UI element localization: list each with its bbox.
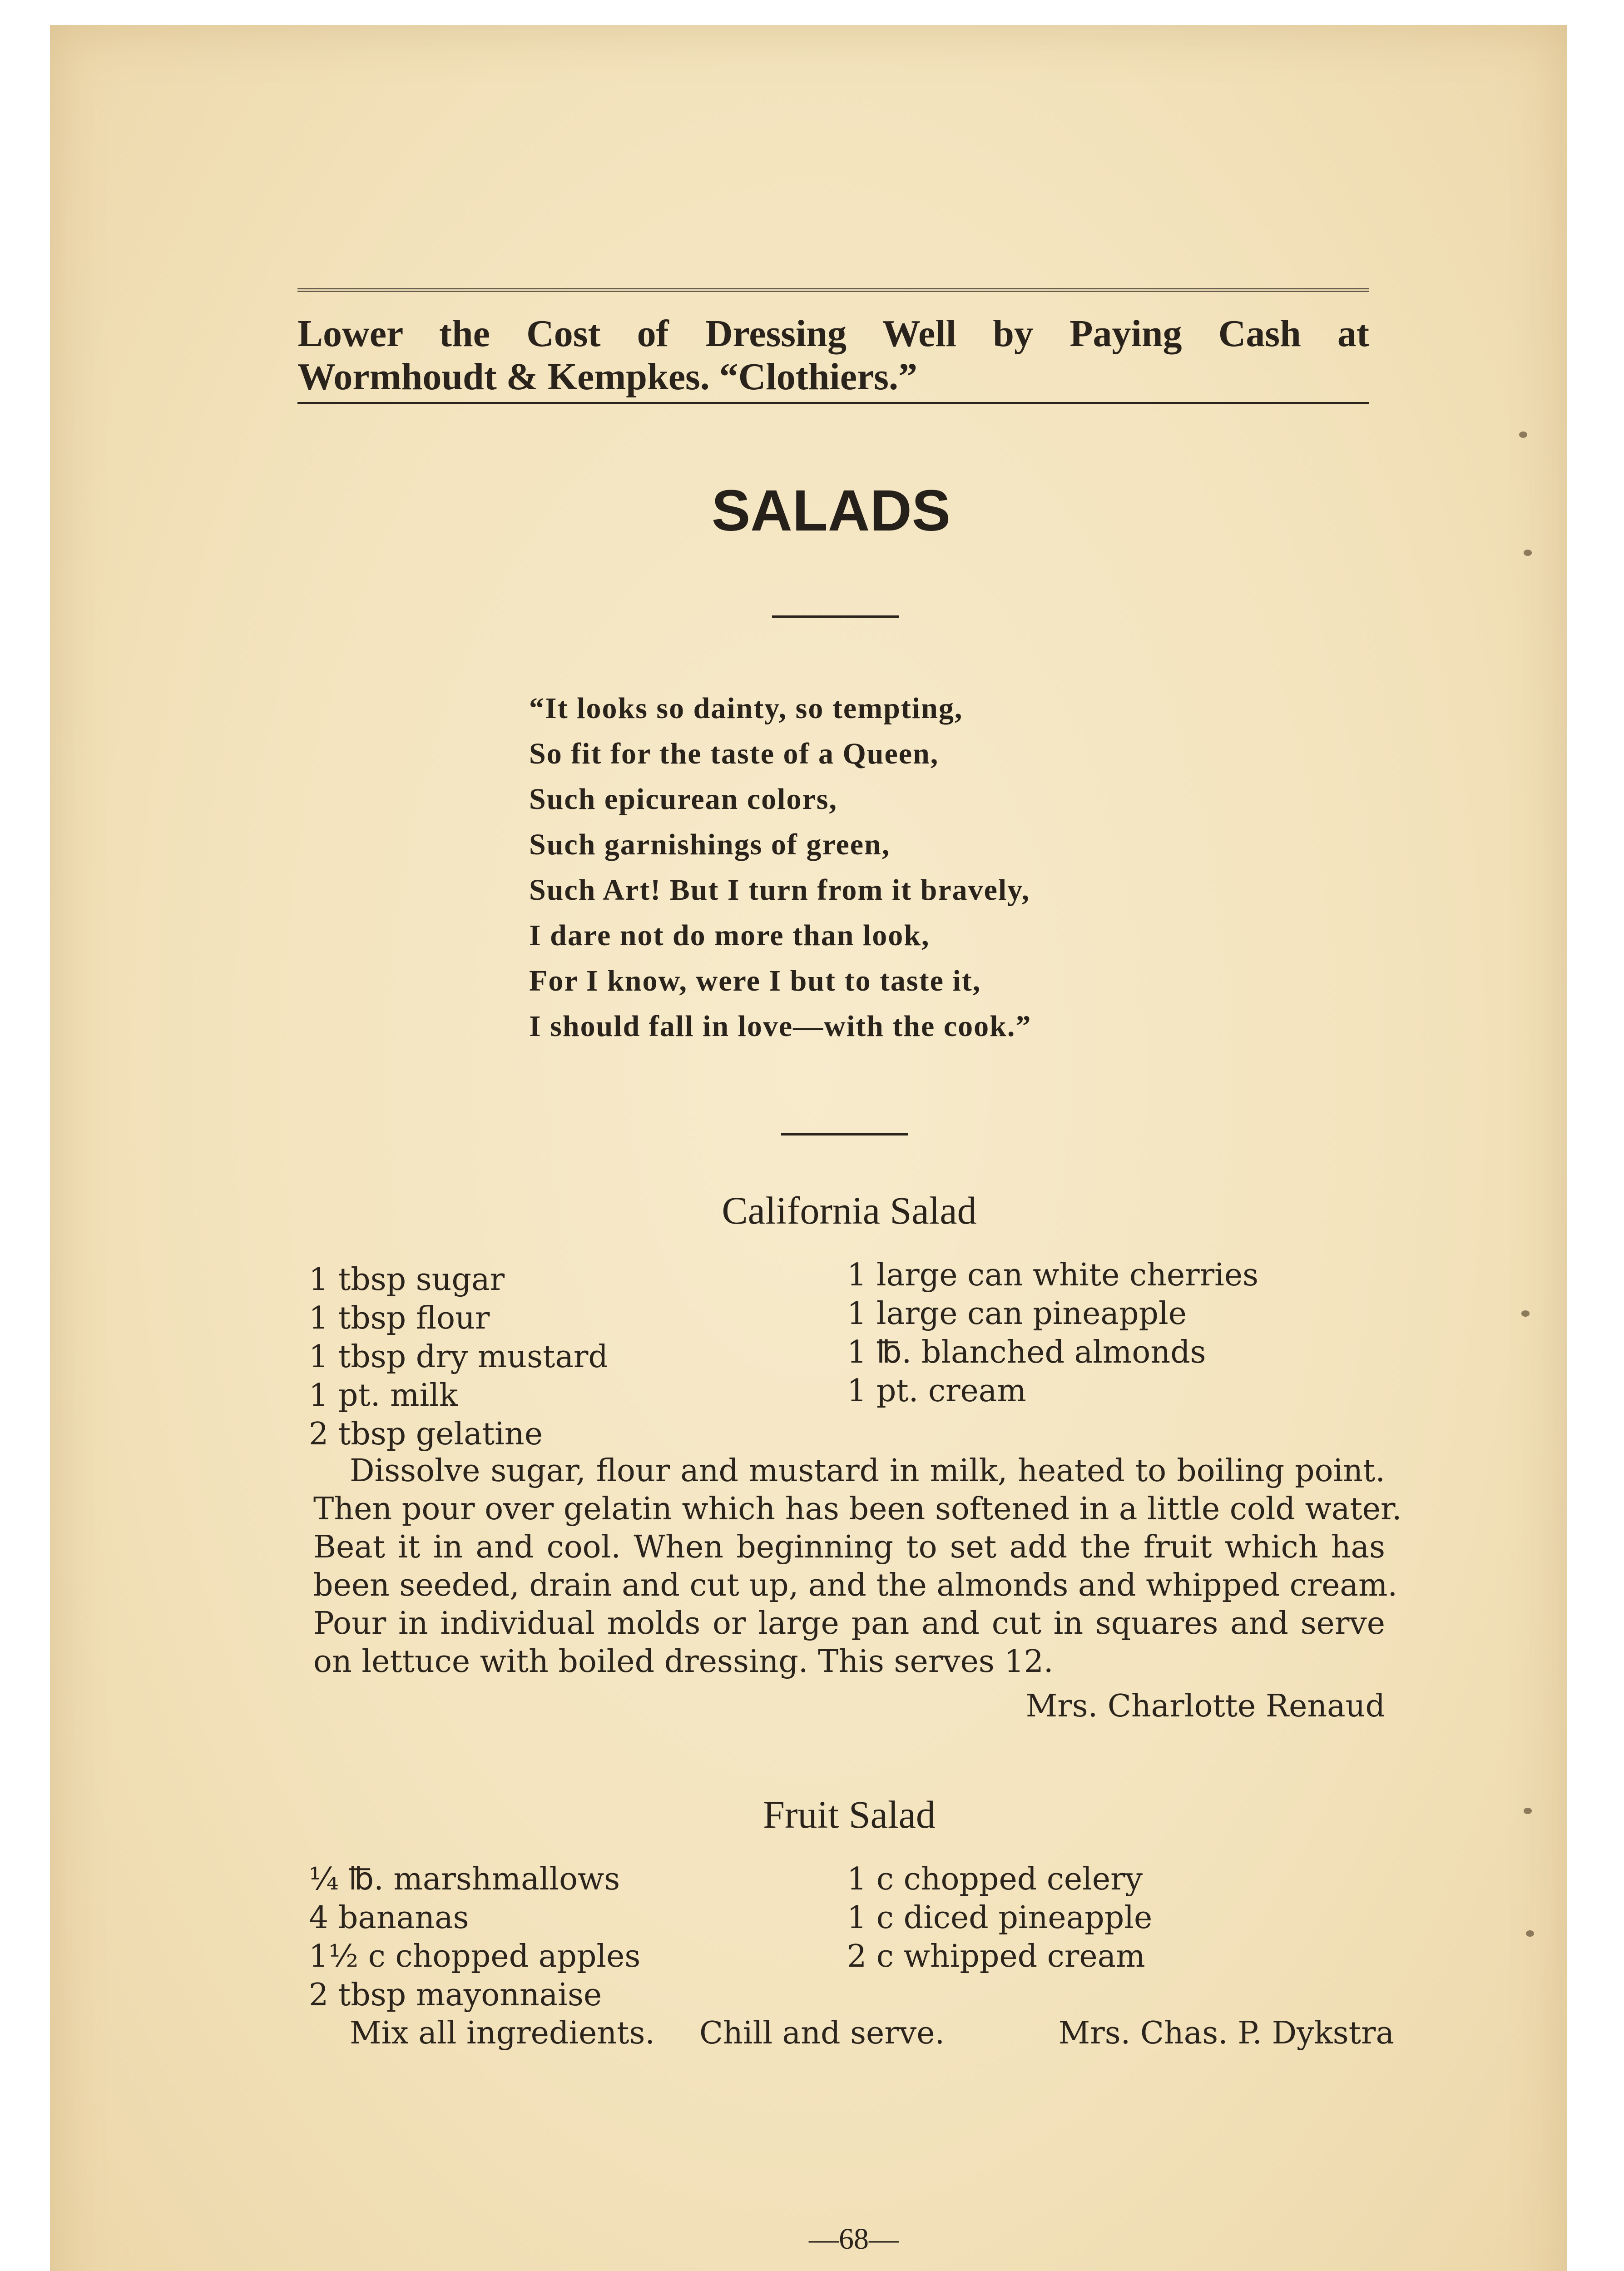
direction-line: on lettuce with boiled dressing. This serves 12. — [313, 1644, 1054, 1680]
title-divider — [772, 615, 899, 618]
section-title: SALADS — [711, 478, 951, 543]
poem-divider — [781, 1133, 908, 1136]
ingredient: 1 tbsp flour — [309, 1300, 490, 1336]
direction-line: Then pour over gelatin which has been softened in a little cold water. — [313, 1491, 1402, 1527]
ingredient: 1 tbsp sugar — [309, 1262, 505, 1298]
ingredient: 1 large can pineapple — [847, 1296, 1187, 1332]
ad-line-1: Lower the Cost of Dressing Well by Paying Cash at — [297, 312, 1369, 355]
contributor-fruit-salad: Mrs. Chas. P. Dykstra — [1058, 2015, 1394, 2051]
paper-speck — [1524, 1808, 1532, 1814]
poem-line-6: I dare not do more than look, — [529, 919, 930, 952]
ad-rule-top — [297, 288, 1369, 292]
recipe-title-fruit-salad: Fruit Salad — [763, 1793, 936, 1836]
poem-line-1: “It looks so dainty, so tempting, — [529, 692, 963, 725]
ad-rule-bottom — [297, 402, 1369, 404]
page-number: —68— — [809, 2222, 899, 2256]
ingredient: 1 ℔. blanched almonds — [847, 1334, 1206, 1370]
ingredient: 1 large can white cherries — [847, 1257, 1259, 1293]
poem-line-4: Such garnishings of green, — [529, 828, 891, 861]
ingredient: 4 bananas — [309, 1900, 469, 1936]
ingredient: 2 tbsp gelatine — [309, 1416, 543, 1452]
direction-line: been seeded, drain and cut up, and the almonds and whipped cream. — [313, 1567, 1398, 1603]
paper-speck — [1526, 1930, 1534, 1937]
paper-speck — [1524, 550, 1532, 556]
contributor-california-salad: Mrs. Charlotte Renaud — [1025, 1688, 1385, 1724]
ingredient: ¼ ℔. marshmallows — [309, 1861, 620, 1897]
poem-line-7: For I know, were I but to taste it, — [529, 964, 981, 997]
paper-speck — [1521, 1310, 1530, 1317]
book-page — [50, 25, 1567, 2271]
ingredient: 2 tbsp mayonnaise — [309, 1977, 602, 2013]
ad-line-2: Wormhoudt & Kempkes. “Clothiers.” — [297, 356, 917, 398]
ingredient: 1½ c chopped apples — [309, 1939, 641, 1974]
poem-line-8: I should fall in love—with the cook.” — [529, 1010, 1032, 1043]
direction-line: Chill and serve. — [699, 2015, 945, 2051]
direction-line: Dissolve sugar, flour and mustard in milk, heated to boiling point. — [350, 1453, 1385, 1489]
direction-line: Beat it in and cool. When beginning to set add the fruit which has — [313, 1529, 1385, 1565]
ingredient: 1 c chopped celery — [847, 1861, 1143, 1897]
recipe-title-california-salad: California Salad — [722, 1189, 977, 1232]
ingredient: 1 c diced pineapple — [847, 1900, 1153, 1936]
direction-line: Pour in individual molds or large pan and cut in squares and serve — [313, 1606, 1385, 1641]
ingredient: 1 pt. cream — [847, 1373, 1026, 1409]
ingredient: 2 c whipped cream — [847, 1939, 1145, 1974]
paper-speck — [1519, 431, 1527, 438]
poem-line-3: Such epicurean colors, — [529, 783, 837, 816]
poem-line-2: So fit for the taste of a Queen, — [529, 737, 939, 770]
ingredient: 1 pt. milk — [309, 1378, 458, 1413]
poem-line-5: Such Art! But I turn from it bravely, — [529, 873, 1030, 907]
direction-line: Mix all ingredients. — [350, 2015, 655, 2051]
ingredient: 1 tbsp dry mustard — [309, 1339, 608, 1375]
